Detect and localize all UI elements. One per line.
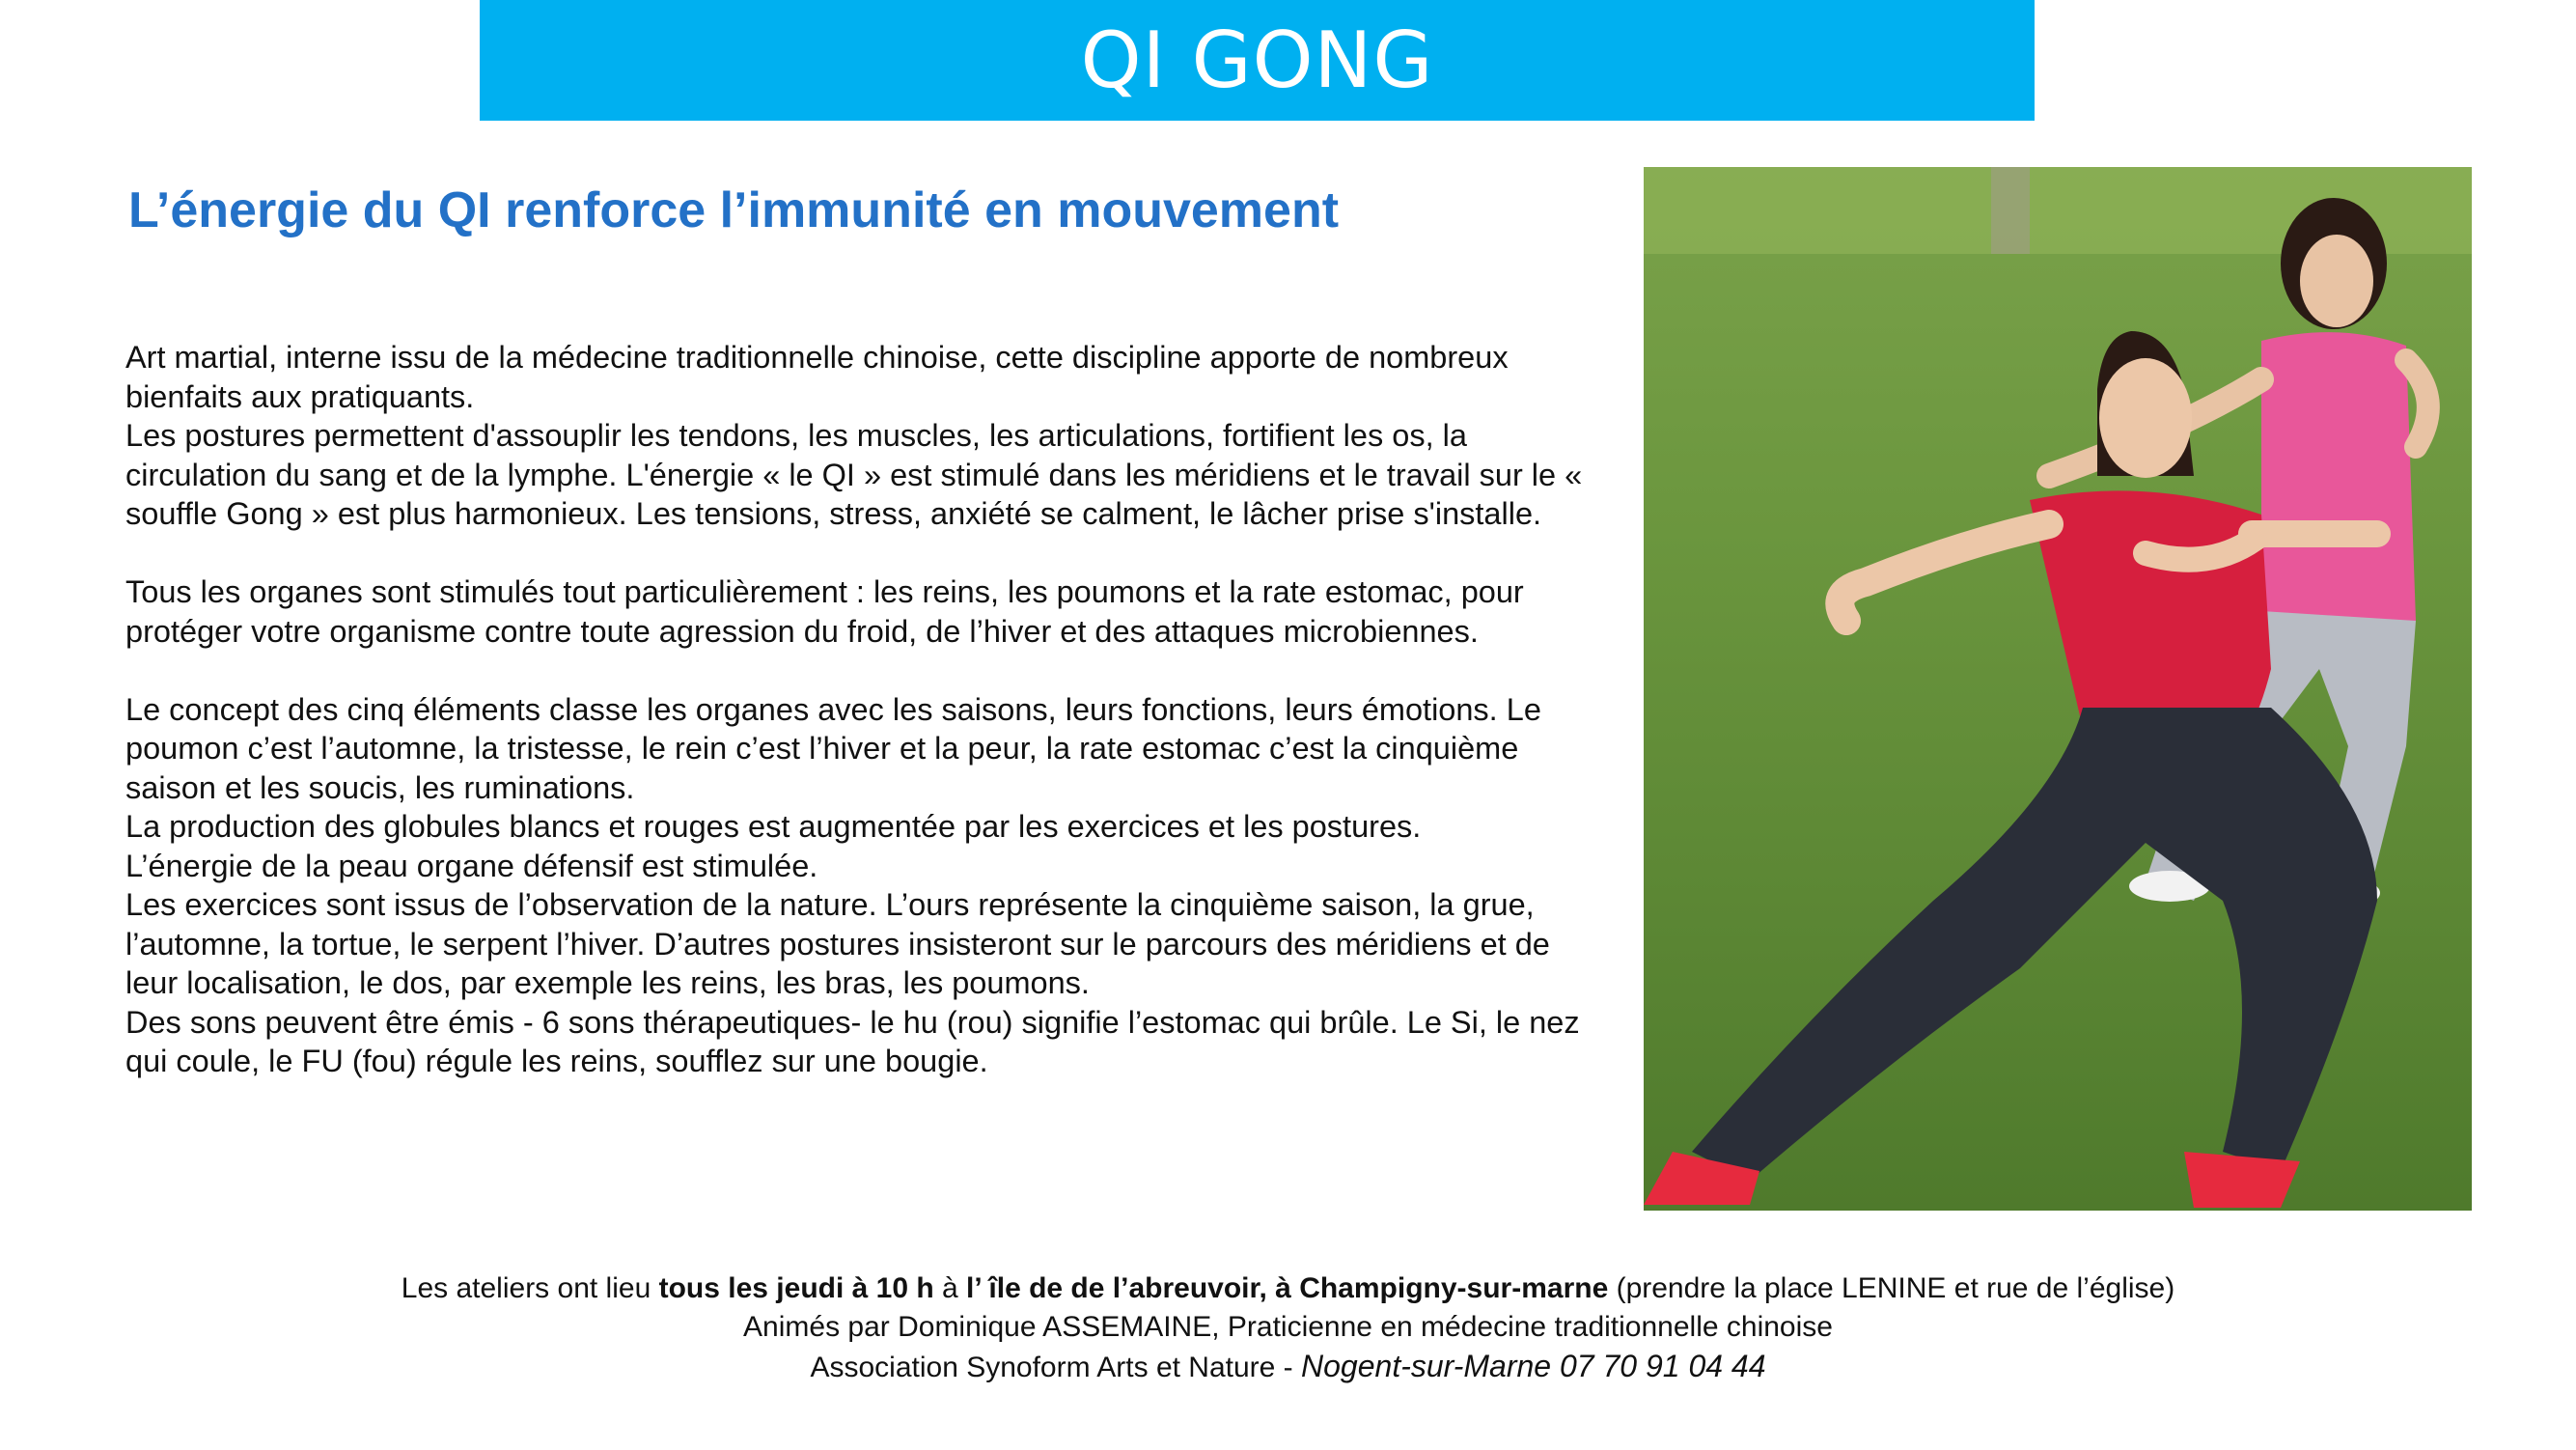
paragraph-globules: La production des globules blancs et rouges est augmentée par les exercices et les postures. [125, 809, 1422, 844]
paragraph-organs: Tous les organes sont stimulés tout particulièrement : les reins, les poumons et la rate estomac, pour protéger votre organisme contre toute agression du froid, de l’hiver et des attaques microbiennes. [125, 574, 1524, 649]
paragraph-five-elements: Le concept des cinq éléments classe les organes avec les saisons, leurs fonctions, leurs émotions. Le poumon c’est l’automne, la tristesse, le rein c’est l’hiver et la peur, la rate estomac c’est la cinquième saison et les soucis, les ruminations. [125, 691, 1541, 805]
footer-schedule-mid: à [933, 1272, 967, 1304]
footer-contact: Nogent-sur-Marne 07 70 91 04 44 [1301, 1349, 1766, 1383]
footer-line-association [0, 1347, 2576, 1387]
body-text [125, 338, 1607, 1081]
paragraph-postures: Les postures permettent d'assouplir les tendons, les muscles, les articulations, fortifient les os, la circulation du sang et de la lymphe. L'énergie « le QI » est stimulé dans les méridiens et le travail sur le « souffle Gong » est plus harmonieux. Les tensions, stress, anxiété se calment, le lâcher prise s'installe. [125, 418, 1583, 531]
paragraph-nature: Les exercices sont issus de l’observation de la nature. L’ours représente la cinquième saison, la grue, l’automne, la tortue, le serpent l’hiver. D’autres postures insisteront sur le parcours des méridiens et de leur localisation, le dos, par exemple les reins, les bras, les poumons. [125, 887, 1550, 1000]
paragraph-intro: Art martial, interne issu de la médecine traditionnelle chinoise, cette discipline apporte de nombreux bienfaits aux pratiquants. [125, 340, 1509, 414]
footer-line-instructor: Animés par Dominique ASSEMAINE, Praticienne en médecine traditionnelle chinoise [743, 1311, 1833, 1343]
footer-schedule-prefix: Les ateliers ont lieu [401, 1272, 659, 1304]
paragraph-sounds: Des sons peuvent être émis - 6 sons thérapeutiques- le hu (rou) signifie l’estomac qui brûle. Le Si, le nez qui coule, le FU (fou) régule les reins, soufflez sur une bougie. [125, 1004, 1580, 1078]
footer-association-name: Association Synoform Arts et Nature - [810, 1352, 1302, 1383]
footer-schedule-time: tous les jeudi à 10 h [658, 1272, 934, 1304]
footer-schedule-place: l’ île de de l’abreuvoir, à Champigny-sur-marne [966, 1272, 1609, 1304]
footer-schedule-suffix: (prendre la place LENINE et rue de l’église) [1608, 1272, 2175, 1304]
footer [0, 1269, 2576, 1387]
title-banner [480, 0, 2035, 121]
page-title: QI GONG [1080, 15, 1434, 105]
subtitle-heading: L’énergie du QI renforce l’immunité en mouvement [128, 182, 1340, 238]
qigong-practitioners-photo [1644, 167, 2472, 1211]
paragraph-skin: L’énergie de la peau organe défensif est stimulée. [125, 848, 818, 883]
photo-illustration [1644, 167, 2472, 1211]
footer-line-schedule [0, 1269, 2576, 1308]
